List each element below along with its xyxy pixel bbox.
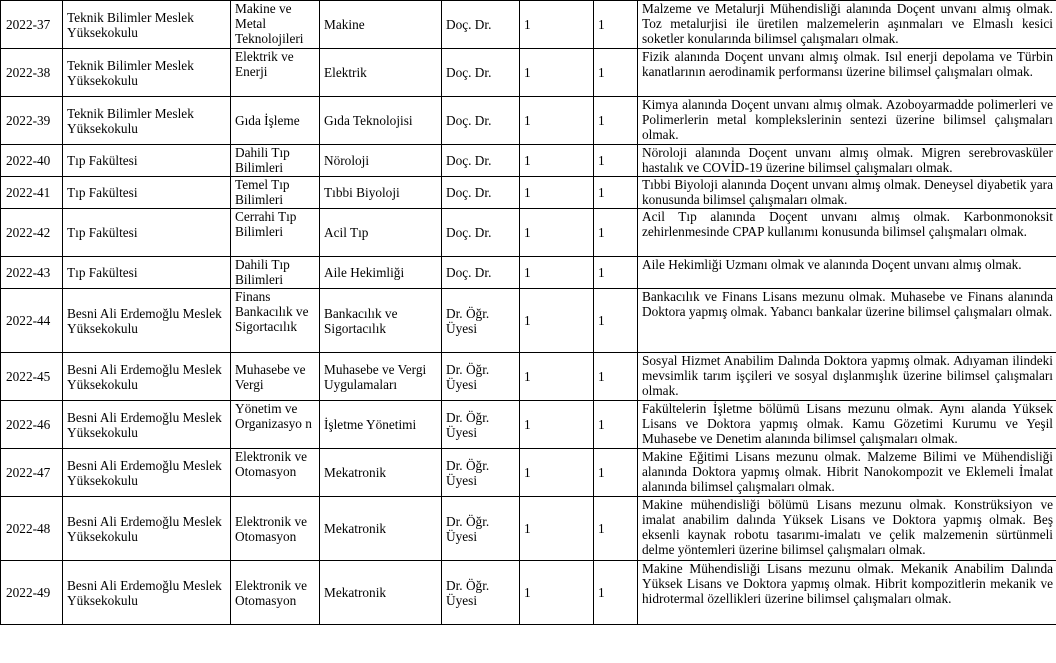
- cell-count-1: 1: [520, 257, 594, 289]
- cell-count-2: 1: [594, 97, 638, 145]
- cell-code: 2022-46: [1, 401, 63, 449]
- cell-unit: Tıp Fakültesi: [63, 177, 231, 209]
- cell-title: Dr. Öğr. Üyesi: [442, 289, 520, 353]
- cell-field: Bankacılık ve Sigortacılık: [320, 289, 442, 353]
- cell-unit: Besni Ali Erdemoğlu Meslek Yüksekokulu: [63, 561, 231, 625]
- cell-requirements: Makine Eğitimi Lisans mezunu olmak. Malzeme Bilimi ve Mühendisliği alanında Doktora yapmış olmak. Hibrit Nanokompozit ve Eklemeli İmalat alanında bilimsel çalışmaları olmak.: [638, 449, 1056, 497]
- cell-code: 2022-44: [1, 289, 63, 353]
- cell-code: 2022-45: [1, 353, 63, 401]
- cell-requirements: Bankacılık ve Finans Lisans mezunu olmak. Muhasebe ve Finans alanında Doktora yapmış olmak. Yabancı bankalar üzerine bilimsel çalışmaları olmak.: [638, 289, 1056, 353]
- cell-requirements: Makine Mühendisliği Lisans mezunu olmak. Mekanik Anabilim Dalında Yüksek Lisans ve Doktora yapmış olmak. Hibrit kompozitlerin mekanik ve hidrotermal özellikleri üzerine bilimsel çalışmaları olmak.: [638, 561, 1056, 625]
- table-row: [1, 209, 1056, 257]
- cell-unit: Teknik Bilimler Meslek Yüksekokulu: [63, 49, 231, 97]
- cell-code: 2022-47: [1, 449, 63, 497]
- cell-department: Muhasebe ve Vergi: [231, 353, 320, 401]
- cell-title: Dr. Öğr. Üyesi: [442, 497, 520, 561]
- cell-unit: Tıp Fakültesi: [63, 209, 231, 257]
- cell-field: Muhasebe ve Vergi Uygulamaları: [320, 353, 442, 401]
- cell-code: 2022-43: [1, 257, 63, 289]
- cell-field: Acil Tıp: [320, 209, 442, 257]
- cell-requirements: Makine mühendisliği bölümü Lisans mezunu olmak. Konstrüksiyon ve imalat anabilim dalında Yüksek Lisans ve Doktora yapmış olmak. Beş eksenli kaynak robotu tasarımı-imalatı ve çelik malzemenin sürtünmeli delme yöntemleri üzerine bilimsel çalışmaları olmak.: [638, 497, 1056, 561]
- cell-field: Mekatronik: [320, 561, 442, 625]
- table-row: [1, 401, 1056, 449]
- cell-code: 2022-41: [1, 177, 63, 209]
- cell-department: Makine ve Metal Teknolojileri: [231, 1, 320, 49]
- cell-requirements: Kimya alanında Doçent unvanı almış olmak. Azoboyarmadde polimerleri ve Polimerlerin metal komplekslerinin sentezi üzerine bilimsel çalışmaları olmak.: [638, 97, 1056, 145]
- cell-count-2: 1: [594, 209, 638, 257]
- cell-count-1: 1: [520, 401, 594, 449]
- cell-field: Elektrik: [320, 49, 442, 97]
- cell-department: Cerrahi Tıp Bilimleri: [231, 209, 320, 257]
- cell-field: Gıda Teknolojisi: [320, 97, 442, 145]
- cell-title: Doç. Dr.: [442, 177, 520, 209]
- cell-count-2: 1: [594, 449, 638, 497]
- cell-count-1: 1: [520, 177, 594, 209]
- cell-title: Dr. Öğr. Üyesi: [442, 449, 520, 497]
- cell-title: Doç. Dr.: [442, 257, 520, 289]
- cell-count-2: 1: [594, 401, 638, 449]
- cell-count-2: 1: [594, 289, 638, 353]
- cell-requirements: Aile Hekimliği Uzmanı olmak ve alanında Doçent unvanı almış olmak.: [638, 257, 1056, 289]
- cell-department: Gıda İşleme: [231, 97, 320, 145]
- cell-count-2: 1: [594, 353, 638, 401]
- table-row: [1, 177, 1056, 209]
- cell-unit: Tıp Fakültesi: [63, 145, 231, 177]
- cell-department: Elektronik ve Otomasyon: [231, 561, 320, 625]
- cell-count-1: 1: [520, 209, 594, 257]
- cell-code: 2022-37: [1, 1, 63, 49]
- cell-code: 2022-49: [1, 561, 63, 625]
- cell-title: Dr. Öğr. Üyesi: [442, 561, 520, 625]
- cell-requirements: Nöroloji alanında Doçent unvanı almış olmak. Migren serebrovasküler hastalık ve COVİD-19 üzerine bilimsel çalışmaları olmak.: [638, 145, 1056, 177]
- cell-department: Elektrik ve Enerji: [231, 49, 320, 97]
- cell-requirements: Malzeme ve Metalurji Mühendisliği alanında Doçent unvanı almış olmak. Toz metalurjisi ile üretilen malzemelerin aşınmaları ve Elmaslı kesici soketler konularında bilimsel çalışmaları olmak.: [638, 1, 1056, 49]
- cell-code: 2022-42: [1, 209, 63, 257]
- cell-count-1: 1: [520, 497, 594, 561]
- cell-requirements: Acil Tıp alanında Doçent unvanı almış olmak. Karbonmonoksit zehirlenmesinde CPAP kullanımı konusunda bilimsel çalışmaları olmak.: [638, 209, 1056, 257]
- cell-unit: Tıp Fakültesi: [63, 257, 231, 289]
- table-row: [1, 353, 1056, 401]
- cell-unit: Teknik Bilimler Meslek Yüksekokulu: [63, 1, 231, 49]
- cell-unit: Besni Ali Erdemoğlu Meslek Yüksekokulu: [63, 353, 231, 401]
- cell-department: Elektronik ve Otomasyon: [231, 449, 320, 497]
- cell-count-2: 1: [594, 497, 638, 561]
- cell-code: 2022-38: [1, 49, 63, 97]
- table-row: [1, 145, 1056, 177]
- cell-requirements: Fakültelerin İşletme bölümü Lisans mezunu olmak. Aynı alanda Yüksek Lisans ve Doktora yapmış olmak. Kamu Gözetimi Kurumu ve Yeşil Muhasebe ve Denetim alanında bilimsel çalışmaları olmak.: [638, 401, 1056, 449]
- cell-count-1: 1: [520, 353, 594, 401]
- cell-title: Doç. Dr.: [442, 209, 520, 257]
- cell-requirements: Fizik alanında Doçent unvanı almış olmak. Isıl enerji depolama ve Türbin kanatlarının aerodinamik performansı üzerine bilimsel çalışmaları olmak.: [638, 49, 1056, 97]
- cell-title: Dr. Öğr. Üyesi: [442, 401, 520, 449]
- cell-department: Temel Tıp Bilimleri: [231, 177, 320, 209]
- cell-title: Dr. Öğr. Üyesi: [442, 353, 520, 401]
- cell-count-2: 1: [594, 257, 638, 289]
- table-row: [1, 97, 1056, 145]
- cell-count-1: 1: [520, 449, 594, 497]
- cell-code: 2022-40: [1, 145, 63, 177]
- table-row: [1, 289, 1056, 353]
- cell-count-2: 1: [594, 49, 638, 97]
- cell-count-1: 1: [520, 97, 594, 145]
- cell-field: Makine: [320, 1, 442, 49]
- table-row: [1, 257, 1056, 289]
- cell-unit: Besni Ali Erdemoğlu Meslek Yüksekokulu: [63, 449, 231, 497]
- cell-count-1: 1: [520, 561, 594, 625]
- cell-count-1: 1: [520, 1, 594, 49]
- cell-department: Elektronik ve Otomasyon: [231, 497, 320, 561]
- table-row: [1, 497, 1056, 561]
- cell-code: 2022-39: [1, 97, 63, 145]
- cell-count-1: 1: [520, 145, 594, 177]
- cell-title: Doç. Dr.: [442, 97, 520, 145]
- cell-code: 2022-48: [1, 497, 63, 561]
- cell-count-2: 1: [594, 1, 638, 49]
- cell-department: Dahili Tıp Bilimleri: [231, 257, 320, 289]
- cell-field: Mekatronik: [320, 449, 442, 497]
- table-row: [1, 449, 1056, 497]
- table-row: [1, 1, 1056, 49]
- cell-department: Yönetim ve Organizasyo n: [231, 401, 320, 449]
- cell-count-2: 1: [594, 177, 638, 209]
- table-row: [1, 49, 1056, 97]
- cell-unit: Besni Ali Erdemoğlu Meslek Yüksekokulu: [63, 401, 231, 449]
- cell-field: Nöroloji: [320, 145, 442, 177]
- cell-title: Doç. Dr.: [442, 1, 520, 49]
- cell-title: Doç. Dr.: [442, 49, 520, 97]
- cell-field: Aile Hekimliği: [320, 257, 442, 289]
- cell-unit: Teknik Bilimler Meslek Yüksekokulu: [63, 97, 231, 145]
- table-row: [1, 561, 1056, 625]
- cell-count-2: 1: [594, 561, 638, 625]
- cell-title: Doç. Dr.: [442, 145, 520, 177]
- cell-unit: Besni Ali Erdemoğlu Meslek Yüksekokulu: [63, 497, 231, 561]
- cell-field: Mekatronik: [320, 497, 442, 561]
- cell-unit: Besni Ali Erdemoğlu Meslek Yüksekokulu: [63, 289, 231, 353]
- cell-requirements: Sosyal Hizmet Anabilim Dalında Doktora yapmış olmak. Adıyaman ilindeki mevsimlik tarım işçileri ve sosyal dışlanmışlık üzerine bilimsel çalışmaları olmak.: [638, 353, 1056, 401]
- cell-field: İşletme Yönetimi: [320, 401, 442, 449]
- cell-field: Tıbbi Biyoloji: [320, 177, 442, 209]
- cell-requirements: Tıbbi Biyoloji alanında Doçent unvanı almış olmak. Deneysel diyabetik yara konusunda bilimsel çalışmaları olmak.: [638, 177, 1056, 209]
- cell-department: Dahili Tıp Bilimleri: [231, 145, 320, 177]
- cell-count-2: 1: [594, 145, 638, 177]
- cell-department: Finans Bankacılık ve Sigortacılık: [231, 289, 320, 353]
- cell-count-1: 1: [520, 49, 594, 97]
- table-body: [1, 1, 1056, 625]
- cell-count-1: 1: [520, 289, 594, 353]
